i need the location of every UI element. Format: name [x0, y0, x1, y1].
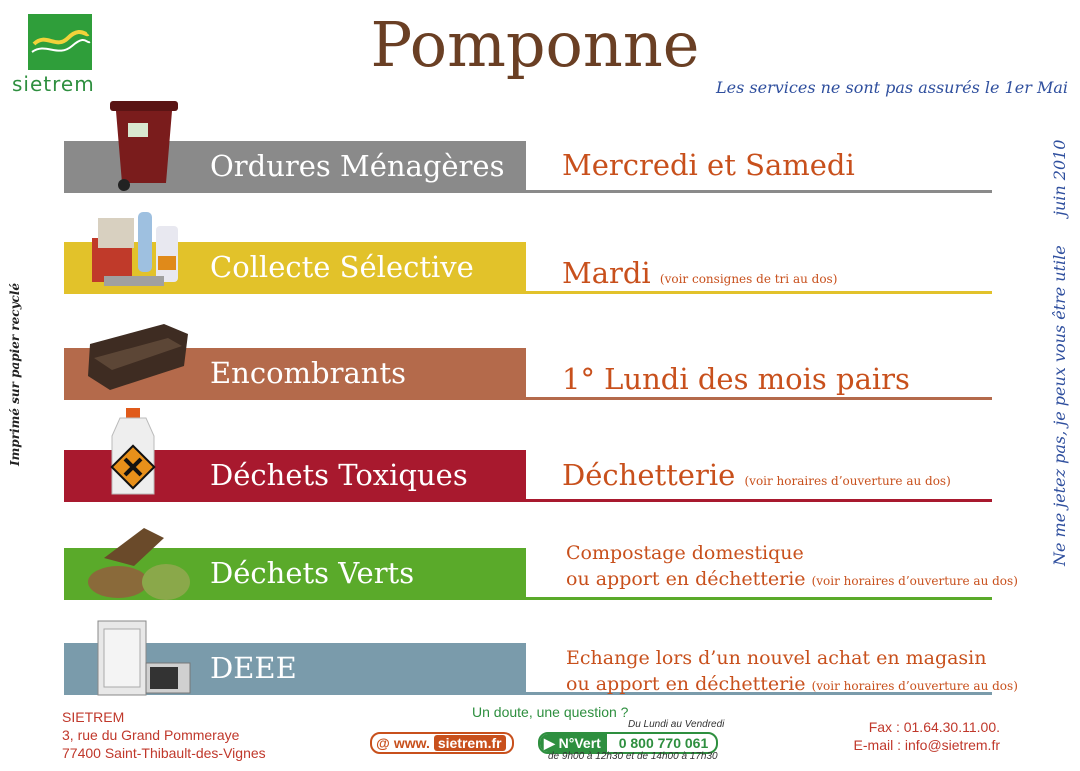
appliances-icon — [84, 619, 194, 715]
schedule-line — [526, 190, 992, 193]
row-deee — [64, 643, 1018, 695]
opening-days: Du Lundi au Vendredi — [628, 719, 725, 730]
address-line-2: 77400 Saint-Thibault-des-Vignes — [62, 745, 266, 761]
question-text: Un doute, une question ? — [472, 704, 629, 720]
schedule-note: (voir consignes de tri au dos) — [659, 272, 838, 286]
page-title: Pomponne — [370, 8, 700, 81]
address-line-1: 3, rue du Grand Pommeraye — [62, 727, 240, 743]
logo-text: sietrem — [12, 72, 95, 96]
schedule-note: (voir horaires d’ouverture au dos) — [744, 474, 951, 488]
free-number-tag: ▶ N°Vert — [540, 734, 607, 752]
phone-number: 0 800 770 061 — [618, 735, 709, 751]
schedule-note: (voir horaires d’ouverture au dos) — [811, 574, 1018, 588]
green-waste-icon — [84, 518, 194, 614]
holiday-notice: Les services ne sont pas assurés le 1er Mai — [716, 78, 1068, 97]
sofa-icon — [84, 304, 194, 400]
category-label: Déchets Toxiques — [210, 458, 468, 492]
schedule-note: (voir horaires d’ouverture au dos) — [811, 679, 1018, 693]
schedule-text: Mardi (voir consignes de tri au dos) — [562, 256, 838, 290]
edition-date: juin 2010 — [1050, 139, 1069, 216]
row-dechets-verts — [64, 542, 1018, 600]
category-label: Déchets Verts — [210, 556, 415, 590]
wheelie-bin-icon — [84, 97, 194, 193]
slogan: Ne me jetez pas, je peux vous être utile — [1050, 245, 1069, 566]
row-encombrants — [64, 348, 994, 400]
recyclables-icon — [84, 198, 194, 294]
schedule-text: Déchetterie (voir horaires d’ouverture au dos) — [562, 458, 951, 492]
at-icon: @ — [376, 735, 390, 751]
schedule-text: Mercredi et Samedi — [562, 148, 855, 182]
schedule-text: Compostage domestique ou apport en déchetterie (voir horaires d’ouverture au dos) — [566, 542, 1018, 590]
category-label: DEEE — [210, 651, 297, 685]
schedule-line — [526, 291, 992, 294]
schedule-line — [526, 397, 992, 400]
footer-address — [62, 708, 266, 762]
email-address[interactable]: E-mail : info@sietrem.fr — [853, 737, 1000, 753]
row-ordures-menageres — [64, 141, 994, 193]
row-collecte-selective — [64, 242, 994, 294]
fax-number: Fax : 01.64.30.11.00. — [868, 719, 1000, 735]
side-right-text — [1046, 130, 1076, 570]
opening-hours: de 9h00 à 12h30 et de 14h00 à 17h30 — [548, 751, 718, 762]
toxic-bottle-icon — [84, 406, 194, 502]
footer-contact — [854, 718, 1000, 754]
org-name: SIETREM — [62, 709, 125, 725]
schedule-text: 1° Lundi des mois pairs — [562, 362, 910, 396]
schedule-line — [526, 499, 992, 502]
schedule-line — [526, 597, 992, 600]
category-label: Collecte Sélective — [210, 250, 474, 284]
recycled-paper-note: Imprimé sur papier recyclé — [8, 282, 22, 466]
website-link[interactable]: @ www. sietrem.fr — [370, 732, 514, 754]
row-dechets-toxiques — [64, 450, 994, 502]
category-label: Ordures Ménagères — [210, 149, 505, 183]
schedule-text: Echange lors d’un nouvel achat en magasin ou apport en déchetterie (voir horaires d’ouverture au dos) — [566, 647, 1018, 695]
category-label: Encombrants — [210, 356, 406, 390]
